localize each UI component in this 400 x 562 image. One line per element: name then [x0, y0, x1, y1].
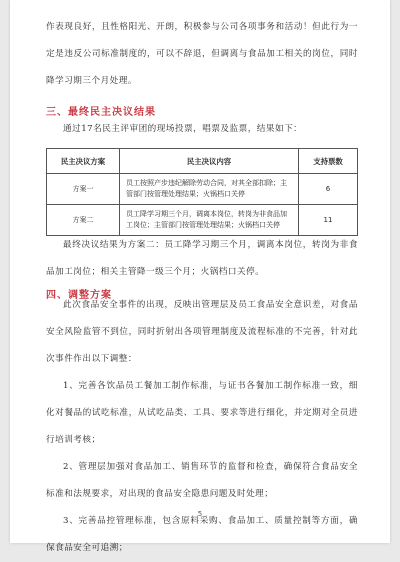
adjustment-body [46, 292, 358, 562]
table-cell-votes: 11 [299, 205, 358, 236]
table-header-content: 民主决议内容 [120, 149, 299, 174]
section-heading-results: 三、最终民主决议结果 [46, 107, 156, 118]
table-header-row [47, 149, 358, 174]
section-heading-adjustment: 四、调整方案 [46, 290, 112, 301]
vote-paragraph: 通过17名民主评审团的现场投票，唱票及监票，结果如下： [63, 124, 303, 134]
table-cell-plan: 方案二 [47, 205, 120, 236]
adjustment-item: 3、完善品控管理标准，包含原料采购、食品加工、质量控制等方面，确保食品安全可追溯； [46, 516, 358, 553]
adjustment-item: 1、完善各饮品员工餐加工制作标准，与证书各餐加工制作标准一致，细化对餐品的试吃标准，从试吃品类、工具、要求等进行细化，并定期对全员进行培训考核； [46, 381, 358, 445]
page-number: 5 [197, 510, 203, 518]
table-header-votes: 支持票数 [299, 149, 358, 174]
adjustment-item: 2、管理层加强对食品加工、销售环节的监督和检查，确保符合食品安全标准和法规要求，对出现的食品安全隐患问题及时处理； [46, 462, 358, 499]
document-page [10, 0, 390, 553]
intro-paragraph: 作表现良好，且性格阳光、开朗，积极参与公司各项事务和活动！但此行为一定是违反公司标准制度的，可以不辞退，但调离与食品加工相关的岗位，同时降学习期三个月处理。 [46, 22, 358, 86]
table-header-plan: 民主决议方案 [47, 149, 120, 174]
table-cell-plan: 方案一 [47, 174, 120, 205]
adjustment-paragraph: 此次食品安全事件的出现，反映出管理层及员工食品安全意识差，对食品安全风险监管不到位，同时折射出各项管理制度及流程标准的不完善，针对此次事件作出以下调整： [46, 300, 358, 364]
final-result-paragraph: 最终决议结果为方案二：员工降学习期三个月，调离本岗位，转岗为非食品加工岗位；相关主管降一级三个月；火锅档口关停。 [46, 240, 358, 277]
table-cell-votes: 6 [299, 174, 358, 205]
table-row [47, 205, 358, 236]
table-row [47, 174, 358, 205]
table-cell-content: 员工按照产步违纪解除劳动合同，对其全部扣除；主管部门按管理处理结果；火锅档口关停 [120, 174, 299, 205]
results-table [46, 148, 358, 236]
table-cell-content: 员工降学习期三个月，调离本岗位，转岗为非食品加工岗位；主管部门按管理处理结果；火锅档口关停 [120, 205, 299, 236]
